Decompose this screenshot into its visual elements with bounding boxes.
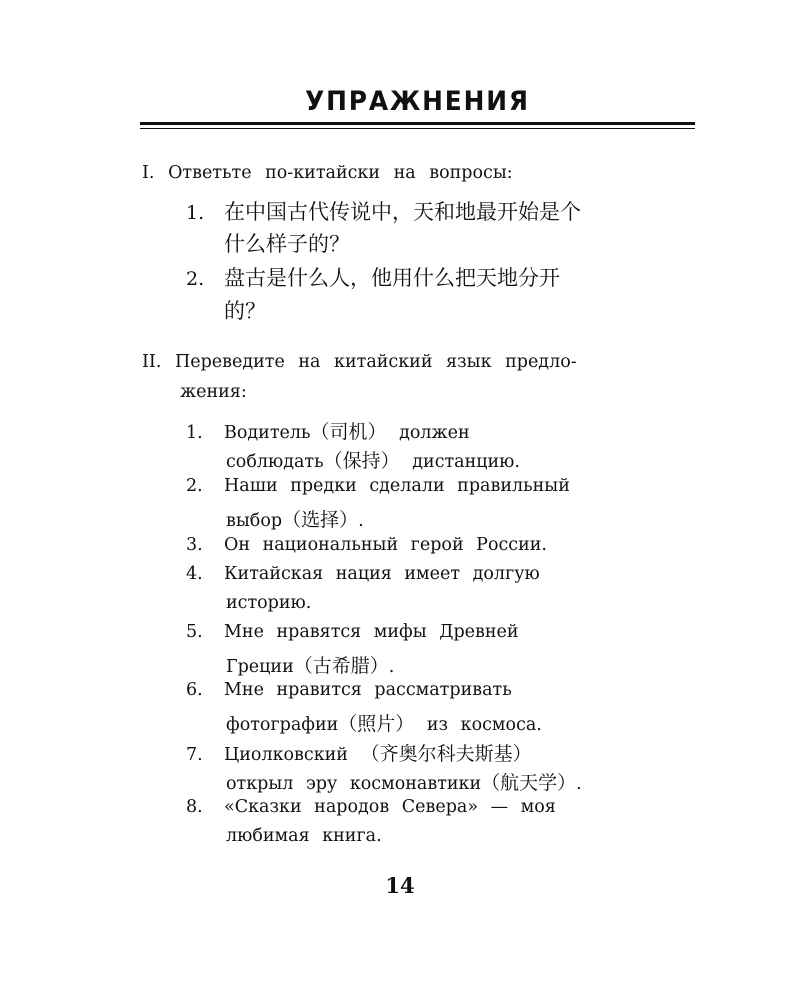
item-text: открыл эру космонавтики (226, 774, 482, 794)
section-2-item-3 (186, 535, 547, 555)
item-text: из космоса. (426, 715, 542, 735)
item-text: . (358, 511, 364, 531)
item-text: дистанцию. (412, 452, 520, 472)
item-chinese-term: （古希腊） (293, 655, 389, 677)
item-text: соблюдать (226, 452, 324, 472)
item-text: . (388, 657, 395, 677)
item-chinese-term: （选择） (282, 509, 359, 531)
item-number: 6. (186, 680, 203, 700)
section-2-item-7-continuation (226, 768, 582, 795)
section-1-heading (142, 163, 513, 183)
section-2-item-5 (186, 622, 519, 642)
item-number: 1. (186, 423, 203, 443)
section-2-item-8 (186, 797, 556, 817)
item-number: 8. (186, 797, 203, 817)
item-text: Греции (226, 657, 294, 677)
section-2-item-1-continuation (226, 446, 520, 473)
section-2-item-5-continuation (226, 651, 394, 678)
section-2-item-2 (186, 476, 570, 496)
item-number: 4. (186, 564, 203, 584)
item-number: 2. (186, 268, 205, 290)
section-1-item-2 (186, 262, 560, 292)
item-text: фотографии (226, 715, 339, 735)
item-number: 3. (186, 535, 203, 555)
item-chinese-term: （齐奥尔科夫斯基） (360, 743, 532, 765)
item-text: выбор (226, 511, 283, 531)
item-chinese-term: （保持） (323, 450, 400, 472)
item-chinese-term: （航天学） (481, 772, 577, 794)
item-chinese-term: （司机） (310, 421, 387, 443)
section-2-heading-continuation: жения: (180, 382, 247, 402)
section-1-item-1 (186, 196, 581, 226)
section-2-item-7 (186, 739, 532, 766)
page-title: УПРАЖНЕНИЯ (305, 86, 530, 117)
item-text: 在中国古代传说中，天和地最开始是个 (224, 200, 581, 224)
title-rule-thick (140, 122, 695, 125)
section-2-heading (142, 352, 577, 372)
item-number: 7. (186, 745, 203, 765)
item-text: Китайская нация имеет долгую (224, 564, 540, 584)
section-2-heading-text: Переведите на китайский язык предло- (174, 352, 577, 372)
section-2-item-6 (186, 680, 512, 700)
section-2-item-4 (186, 564, 540, 584)
section-1-heading-text: Ответьте по-китайски на вопросы: (168, 163, 513, 183)
section-2-numeral: II. (142, 352, 162, 372)
section-2-item-1 (186, 417, 470, 444)
item-text: 盘古是什么人，他用什么把天地分开 (224, 266, 560, 290)
section-2-item-6-continuation (226, 709, 542, 736)
item-text: «Сказки народов Севера» — моя (224, 797, 556, 817)
title-rule-thin (140, 128, 695, 129)
item-text: Циолковский (224, 745, 348, 765)
section-1-numeral: I. (142, 163, 155, 183)
item-text: Мне нравятся мифы Древней (224, 622, 519, 642)
item-text: Водитель (224, 423, 311, 443)
item-text: должен (399, 423, 470, 443)
item-text: Мне нравится рассматривать (224, 680, 512, 700)
item-number: 2. (186, 476, 203, 496)
item-text: Он национальный герой России. (224, 535, 547, 555)
section-1-item-1-continuation: 什么样子的？ (224, 232, 350, 256)
section-2-item-2-continuation (226, 505, 364, 532)
item-text: . (576, 774, 582, 794)
item-text: Наши предки сделали правильный (224, 476, 570, 496)
item-number: 1. (186, 202, 205, 224)
item-chinese-term: （照片） (338, 713, 415, 735)
item-number: 5. (186, 622, 203, 642)
page-number: 14 (385, 873, 415, 898)
section-2-item-8-continuation: любимая книга. (226, 826, 382, 846)
section-2-item-4-continuation: историю. (226, 593, 312, 613)
section-1-item-2-continuation: 的？ (224, 299, 266, 323)
